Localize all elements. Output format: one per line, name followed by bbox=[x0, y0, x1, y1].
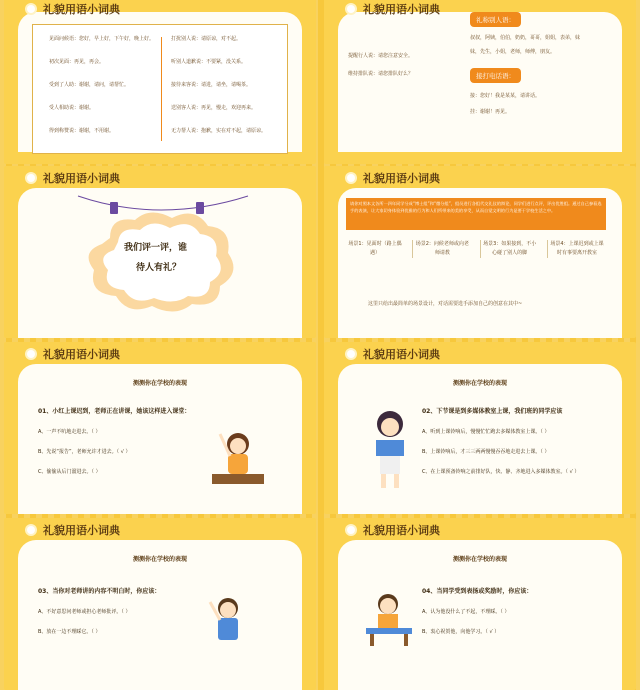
slide-card bbox=[18, 12, 302, 152]
phrase-line: 接待来客说：请进，请坐，请喝茶。 bbox=[171, 82, 252, 88]
phrase-line: 叔叔，阿姨，伯伯，奶奶，哥哥，姐姐，表弟，妹 bbox=[470, 35, 581, 41]
sun-icon bbox=[344, 523, 358, 537]
quiz-question: 03、当你对老师讲的内容不明白时，你应该： bbox=[38, 588, 161, 595]
slide-card bbox=[18, 540, 302, 690]
slide-title bbox=[24, 169, 120, 187]
slide-5[interactable] bbox=[4, 342, 316, 514]
sun-icon bbox=[24, 523, 38, 537]
quiz-option[interactable]: A、不好意思问老师或担心老师批评。（ ） bbox=[38, 609, 131, 615]
slide-card bbox=[338, 12, 622, 152]
phrase-line: 初次见面：再见，再会。 bbox=[49, 59, 105, 65]
quiz-question: 04、当同学受到表扬或奖励时，你应该： bbox=[422, 588, 533, 595]
slide-title bbox=[24, 0, 120, 18]
left-column bbox=[49, 35, 154, 134]
quiz-option[interactable]: A、听到上课铃响后，慢慢忙忙跑去多媒体教室上课。（ ） bbox=[422, 429, 550, 435]
phrase-line: 无力帮人说：抱歉，实在对不起，请原谅。 bbox=[171, 128, 267, 134]
sun-icon bbox=[344, 2, 358, 16]
cloud-text-line-1: 我们评一评，谁 bbox=[124, 243, 188, 253]
slide-card bbox=[18, 364, 302, 514]
quiz-option[interactable]: A、一声不吭地走进去。（ ） bbox=[38, 429, 101, 435]
quiz-subhead: 测测你在学校的表现 bbox=[452, 380, 507, 387]
phrase-line: 打扰别人说：请原谅，对不起。 bbox=[171, 36, 242, 42]
quiz-option[interactable]: B、放在一边不理睬它。（ ） bbox=[38, 629, 101, 635]
quiz-option[interactable]: B、上课铃响后，才三三两两慢慢吞吞地走进去上课。（ ） bbox=[422, 449, 550, 455]
scene-row bbox=[346, 240, 606, 258]
tag-phone-terms: 接打电话语： bbox=[470, 68, 521, 83]
phrase-line: 得到称赞说：谢谢，不用谢。 bbox=[49, 128, 115, 134]
slide-title bbox=[24, 521, 120, 539]
slide-title-text: 礼貌用语小词典 bbox=[363, 172, 440, 185]
slide-title-text: 礼貌用语小词典 bbox=[43, 348, 120, 361]
slide-6[interactable] bbox=[324, 342, 636, 514]
boy-raising-hand-illustration bbox=[204, 590, 254, 650]
quiz-option[interactable]: B、先说“报告”，老师允许才进去。（ √ ） bbox=[38, 449, 131, 455]
slide-2[interactable] bbox=[324, 0, 636, 164]
phrase-line: 受人相助说：谢谢。 bbox=[49, 105, 95, 111]
scene-item: 场景3：如果接到，不小心碰了别人的脚 bbox=[480, 240, 539, 258]
right-column bbox=[171, 35, 266, 134]
sun-icon bbox=[24, 347, 38, 361]
slide-title bbox=[24, 345, 120, 363]
boy-at-desk-illustration bbox=[360, 588, 420, 648]
cloud-text-line-2: 待人有礼？ bbox=[136, 263, 182, 273]
phrase-line: 维持排队说：请您排队好么？ bbox=[348, 71, 414, 77]
slide-card bbox=[338, 540, 622, 690]
slide-8[interactable] bbox=[324, 518, 636, 690]
slide-7[interactable] bbox=[4, 518, 316, 690]
scene-item: 场景2：问候老师或向老师请教 bbox=[412, 240, 471, 258]
sun-icon bbox=[344, 347, 358, 361]
instruction-banner: 请你对照本文各所一四年同学分成“博士组”和“微分组”，组员进行各组代交礼仪的辩论，同学们进行点评，评出优胜组。通过自己参看选手的表演，让大家切身体验到优雅的行为和人们所带来的美的享受，从而自觉文明的行为是要于学校生活之中。 bbox=[346, 198, 606, 230]
footer-note: 这里只给出最简单的场景设计，对话需要选手添加自己的创意在其中~ bbox=[368, 301, 523, 307]
column-divider bbox=[161, 37, 162, 141]
scene-item: 场景4：上课迟到或上课时有事要离开教室 bbox=[547, 240, 606, 258]
girl-raising-hand-illustration bbox=[208, 420, 268, 490]
quiz-subhead: 测测你在学校的表现 bbox=[132, 556, 187, 563]
slide-title-text: 礼貌用语小词典 bbox=[363, 524, 440, 537]
girl-reading-illustration bbox=[366, 406, 416, 496]
phrase-line: 听别人道歉说：不要紧，没关系。 bbox=[171, 59, 247, 65]
scene-item: 场景1：见面时（路上偶遇） bbox=[348, 241, 402, 256]
quiz-question: 01、小红上课迟到，老师正在讲课，她该这样进入课堂： bbox=[38, 408, 191, 415]
slide-3[interactable] bbox=[4, 166, 316, 338]
quiz-option[interactable]: B、衷心祝贺他，向他学习。（ √ ） bbox=[422, 629, 500, 635]
slide-title bbox=[344, 521, 440, 539]
slide-1[interactable] bbox=[4, 0, 316, 164]
quiz-question: 02、下节课是到多媒体教室上课，我们班的同学应该 bbox=[422, 408, 563, 415]
quiz-subhead: 测测你在学校的表现 bbox=[132, 380, 187, 387]
slide-title-text: 礼貌用语小词典 bbox=[43, 524, 120, 537]
slide-card bbox=[18, 188, 302, 338]
slide-card bbox=[338, 364, 622, 514]
quiz-option[interactable]: C、偷偷从后门溜进去。（ ） bbox=[38, 469, 101, 475]
phrase-line: 见面问候语：您好，早上好，下午好，晚上好。 bbox=[49, 36, 155, 42]
phrase-line: 挂：谢谢！再见。 bbox=[470, 109, 511, 115]
sun-icon bbox=[344, 171, 358, 185]
dictionary-box bbox=[32, 24, 288, 154]
sun-icon bbox=[24, 171, 38, 185]
slide-4[interactable] bbox=[324, 166, 636, 338]
slide-card bbox=[338, 188, 622, 338]
quiz-option[interactable]: C、在上课预备铃响之前排好队，快、静、齐地进入多媒体教室。（ √ ） bbox=[422, 469, 580, 475]
phrase-line: 送别客人说：再见，慢走，欢迎再来。 bbox=[171, 105, 257, 111]
slide-title-text: 礼貌用语小词典 bbox=[43, 172, 120, 185]
phrase-line: 提醒行人说：请您注意安全。 bbox=[348, 53, 414, 59]
slide-title-text: 礼貌用语小词典 bbox=[363, 3, 440, 16]
phrase-line: 妹，先生，小姐，老师，师傅，朋友。 bbox=[470, 49, 556, 55]
sun-icon bbox=[24, 2, 38, 16]
slide-title-text: 礼貌用语小词典 bbox=[43, 3, 120, 16]
slide-title bbox=[344, 169, 440, 187]
tag-address-terms: 礼称别人语： bbox=[470, 12, 521, 27]
phrase-line: 接：您好！我是某某，请讲话。 bbox=[470, 93, 541, 99]
slide-title-text: 礼貌用语小词典 bbox=[363, 348, 440, 361]
quiz-option[interactable]: A、认为他没什么了不起，不理睬。（ ） bbox=[422, 609, 510, 615]
phrase-line: 受到了人助：谢谢，请问，请帮忙。 bbox=[49, 82, 130, 88]
quiz-subhead: 测测你在学校的表现 bbox=[452, 556, 507, 563]
slide-title bbox=[344, 345, 440, 363]
slide-title bbox=[344, 0, 440, 18]
